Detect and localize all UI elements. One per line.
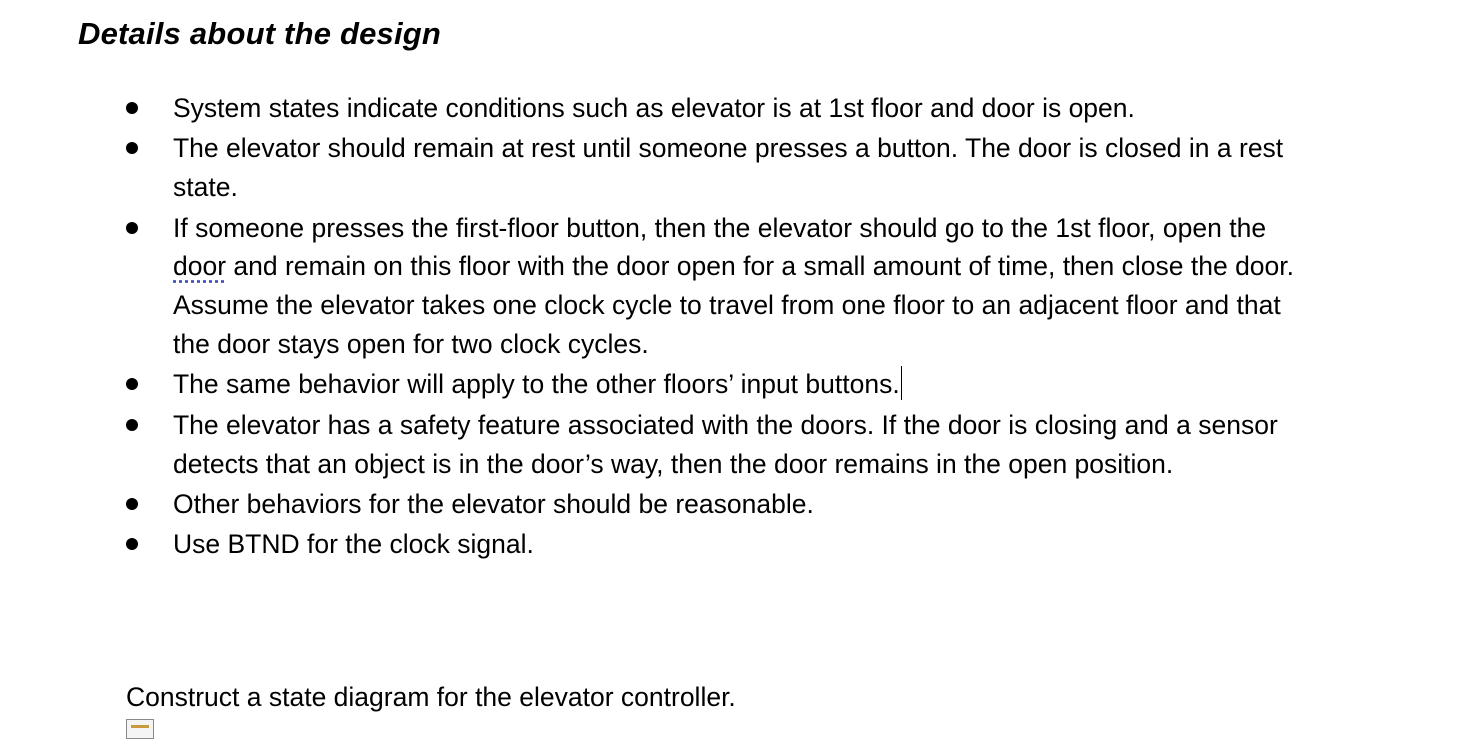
section-heading: Details about the design [78,16,442,51]
list-item-text-start: If someone presses the first-floor button, then the elevator should go to the 1st floor, open the [173,212,1267,243]
text-cursor [901,366,902,400]
bullet-icon [126,222,138,234]
list-item[interactable] [0,129,1313,207]
list-item-text-end: and remain on this floor with the door open for a small amount of time, then close the door. Assume the elevator takes one clock cycle to travel from one floor to an adjacent floor and that the door stays open for two clock cycles. [173,251,1295,359]
bullet-icon [126,142,138,154]
list-item[interactable] [0,485,1313,524]
bullet-icon [126,419,138,431]
list-item[interactable] [0,525,1313,564]
list-item[interactable] [0,89,1313,128]
list-item[interactable] [0,209,1313,364]
list-item-text: Use BTND for the clock signal. [173,529,534,560]
bullet-icon [126,538,138,550]
list-item-text: Other behaviors for the elevator should be reasonable. [173,488,814,519]
list-item[interactable] [0,406,1313,484]
spelling-flagged-word[interactable]: door [173,251,227,282]
list-item-text: System states indicate conditions such as elevator is at 1st floor and door is open. [173,93,1135,123]
list-item[interactable] [0,365,1313,404]
list-item-text: The elevator has a safety feature associated with the doors. If the door is closing and a sensor detects that an object is in the door’s way, then the door remains in the open position. [173,409,1278,479]
design-details-list [0,89,1313,566]
instruction-paragraph[interactable]: Construct a state diagram for the elevator controller. [126,682,736,712]
embedded-object-icon[interactable] [126,719,154,739]
list-item-text: The elevator should remain at rest until someone presses a button. The door is closed in a rest state. [173,133,1284,203]
bullet-icon [126,102,138,114]
bullet-icon [126,378,138,390]
bullet-icon [126,498,138,510]
object-glyph-icon [131,725,149,728]
list-item-text: The same behavior will apply to the other floors’ input buttons. [173,369,900,400]
